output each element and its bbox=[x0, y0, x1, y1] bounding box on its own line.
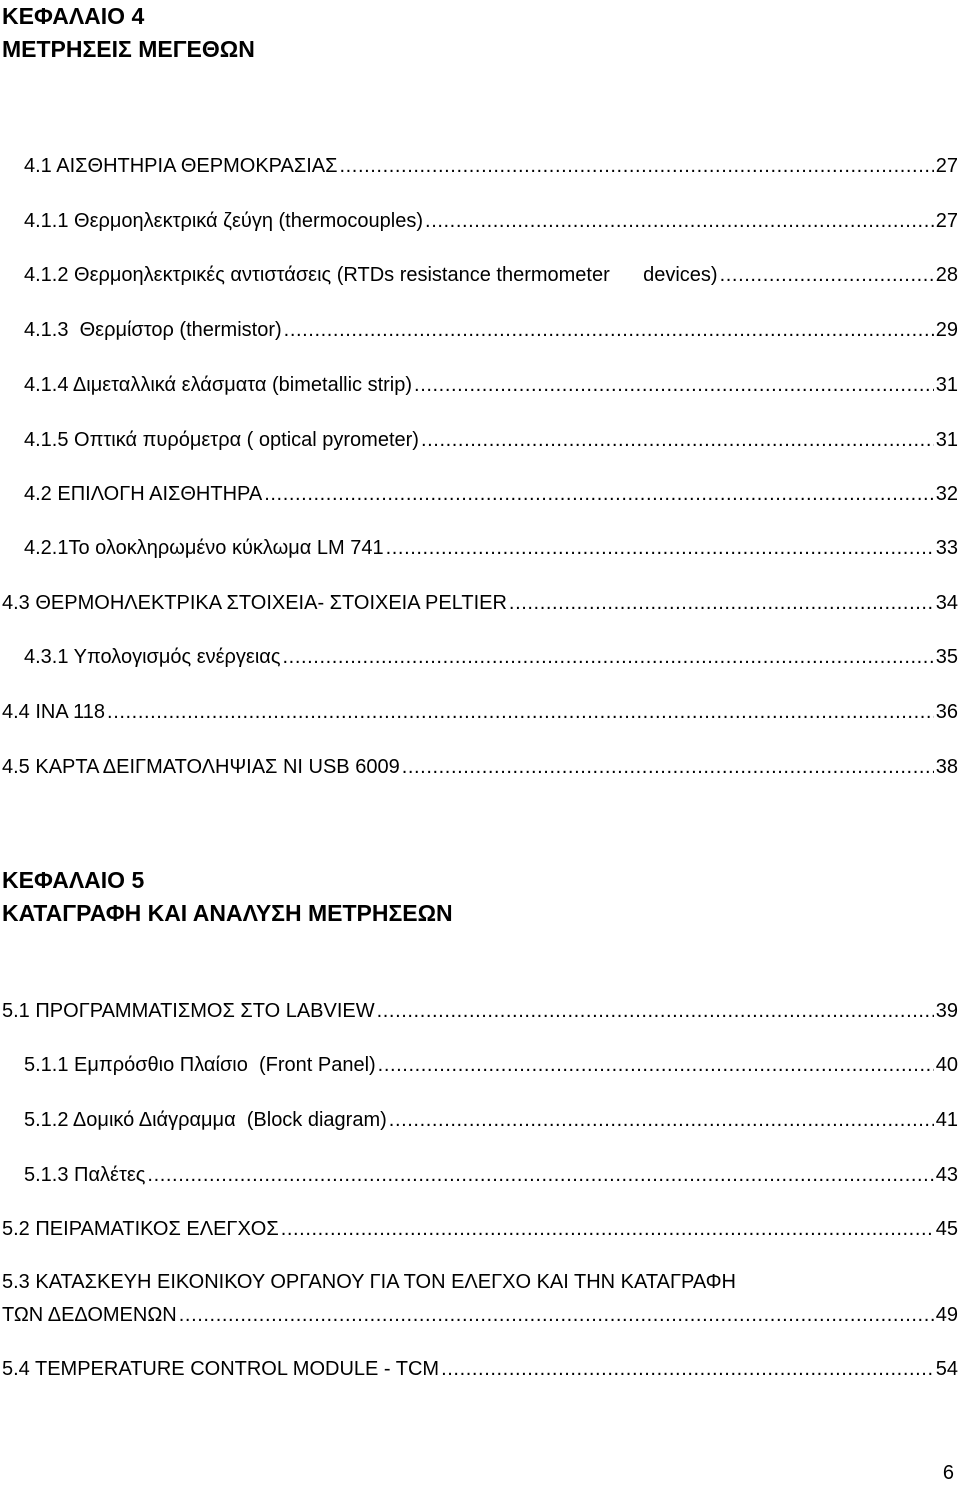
toc-entry-4-5[interactable]: 4.5 ΚΑΡΤΑ ΔΕΙΓΜΑΤΟΛΗΨΙΑΣ NI USB 6009 ..... 38 bbox=[2, 751, 958, 784]
toc-entry-4-3[interactable]: 4.3 ΘΕΡΜΟΗΛΕΚΤΡΙΚΑ ΣΤΟΙΧΕΙΑ- ΣΤΟΙΧΕΙΑ PELTIER ..... 34 bbox=[2, 587, 958, 620]
page-ref: 27 bbox=[935, 155, 958, 177]
toc-entry-5-3[interactable] bbox=[2, 1266, 958, 1332]
page-ref: 34 bbox=[935, 592, 958, 614]
page-ref: 49 bbox=[935, 1304, 958, 1326]
chapter-4-title: ΜΕΤΡΗΣΕΙΣ ΜΕΓΕΘΩΝ bbox=[2, 36, 255, 62]
toc-entry-4-1[interactable]: 4.1 ΑΙΣΘΗΤΗΡΙΑ ΘΕΡΜΟΚΡΑΣΙΑΣ ..... 27 bbox=[24, 150, 958, 183]
page-ref: 33 bbox=[935, 537, 958, 559]
toc-entry-5-1-2[interactable]: 5.1.2 Δομικό Διάγραμμα (Block diagram) ..... 41 bbox=[24, 1104, 958, 1137]
toc-entry-4-2[interactable]: 4.2 ΕΠΙΛΟΓΗ ΑΙΣΘΗΤΗΡΑ ..... 32 bbox=[24, 478, 958, 511]
toc-entry-4-2-1[interactable]: 4.2.1Το ολοκληρωμένο κύκλωμα LM 741 ..... 33 bbox=[24, 532, 958, 565]
page-ref: 28 bbox=[935, 264, 958, 286]
toc-entry-4-4[interactable]: 4.4 ΙΝΑ 118 ..... 36 bbox=[2, 696, 958, 729]
toc-entry-4-1-4[interactable]: 4.1.4 Διμεταλλικά ελάσματα (bimetallic strip) ..... 31 bbox=[24, 369, 958, 402]
chapter-5-number: ΚΕΦΑΛΑΙΟ 5 bbox=[2, 867, 145, 893]
toc-entry-5-1[interactable]: 5.1 ΠΡΟΓΡΑΜΜΑΤΙΣΜΟΣ ΣΤΟ LABVIEW ..... 39 bbox=[2, 995, 958, 1028]
toc-entry-5-3-line-1: 5.3 ΚΑΤΑΣΚΕΥΗ ΕΙΚΟΝΙΚΟΥ ΟΡΓΑΝΟΥ ΓΙΑ ΤΟΝ ΕΛΕΓΧΟ ΚΑΙ ΤΗΝ ΚΑΤΑΓΡΑΦΗ bbox=[2, 1271, 736, 1293]
page-ref: 39 bbox=[935, 1000, 958, 1022]
toc-entry-5-3-line-2: ΤΩΝ ΔΕΔΟΜΕΝΩΝ bbox=[2, 1304, 177, 1326]
toc-entry-4-1-5[interactable]: 4.1.5 Οπτικά πυρόμετρα ( optical pyrometer) ..... 31 bbox=[24, 424, 958, 457]
page-ref: 32 bbox=[935, 483, 958, 505]
toc-entry-5-1-3[interactable]: 5.1.3 Παλέτες ..... 43 bbox=[24, 1159, 958, 1192]
page-ref: 35 bbox=[935, 646, 958, 668]
toc-entry-4-1-1[interactable]: 4.1.1 Θερμοηλεκτρικά ζεύγη (thermocouples) ..... 27 bbox=[24, 205, 958, 238]
chapter-5-heading bbox=[2, 864, 453, 930]
chapter-5-title: ΚΑΤΑΓΡΑΦΗ ΚΑΙ ΑΝΑΛΥΣΗ ΜΕΤΡΗΣΕΩΝ bbox=[2, 900, 453, 926]
page-ref: 31 bbox=[935, 374, 958, 396]
page-ref: 38 bbox=[935, 756, 958, 778]
page-ref: 41 bbox=[935, 1109, 958, 1131]
chapter-4-heading bbox=[2, 0, 255, 66]
toc-entry-4-3-1[interactable]: 4.3.1 Υπολογισμός ενέργειας ..... 35 bbox=[24, 641, 958, 674]
toc-entry-4-1-2[interactable]: 4.1.2 Θερμοηλεκτρικές αντιστάσεις (RTDs resistance thermometer devices) ..... 28 bbox=[24, 259, 958, 292]
page-ref: 29 bbox=[935, 319, 958, 341]
chapter-4-number: ΚΕΦΑΛΑΙΟ 4 bbox=[2, 3, 145, 29]
toc-entry-5-1-1[interactable]: 5.1.1 Εμπρόσθιο Πλαίσιο (Front Panel) ..... 40 bbox=[24, 1049, 958, 1082]
page-ref: 45 bbox=[935, 1218, 958, 1240]
page-ref: 36 bbox=[935, 701, 958, 723]
toc-entry-5-2[interactable]: 5.2 ΠΕΙΡΑΜΑΤΙΚΟΣ ΕΛΕΓΧΟΣ ..... 45 bbox=[2, 1213, 958, 1246]
toc-entry-4-1-3[interactable]: 4.1.3 Θερμίστορ (thermistor) ..... 29 bbox=[24, 314, 958, 347]
page-ref: 43 bbox=[935, 1164, 958, 1186]
page-ref: 27 bbox=[935, 210, 958, 232]
page-number: 6 bbox=[942, 1462, 954, 1484]
page-ref: 54 bbox=[935, 1358, 958, 1380]
toc-entry-5-4[interactable]: 5.4 TEMPERATURE CONTROL MODULE - TCM ..... 54 bbox=[2, 1353, 958, 1386]
page-ref: 31 bbox=[935, 429, 958, 451]
page-ref: 40 bbox=[935, 1054, 958, 1076]
